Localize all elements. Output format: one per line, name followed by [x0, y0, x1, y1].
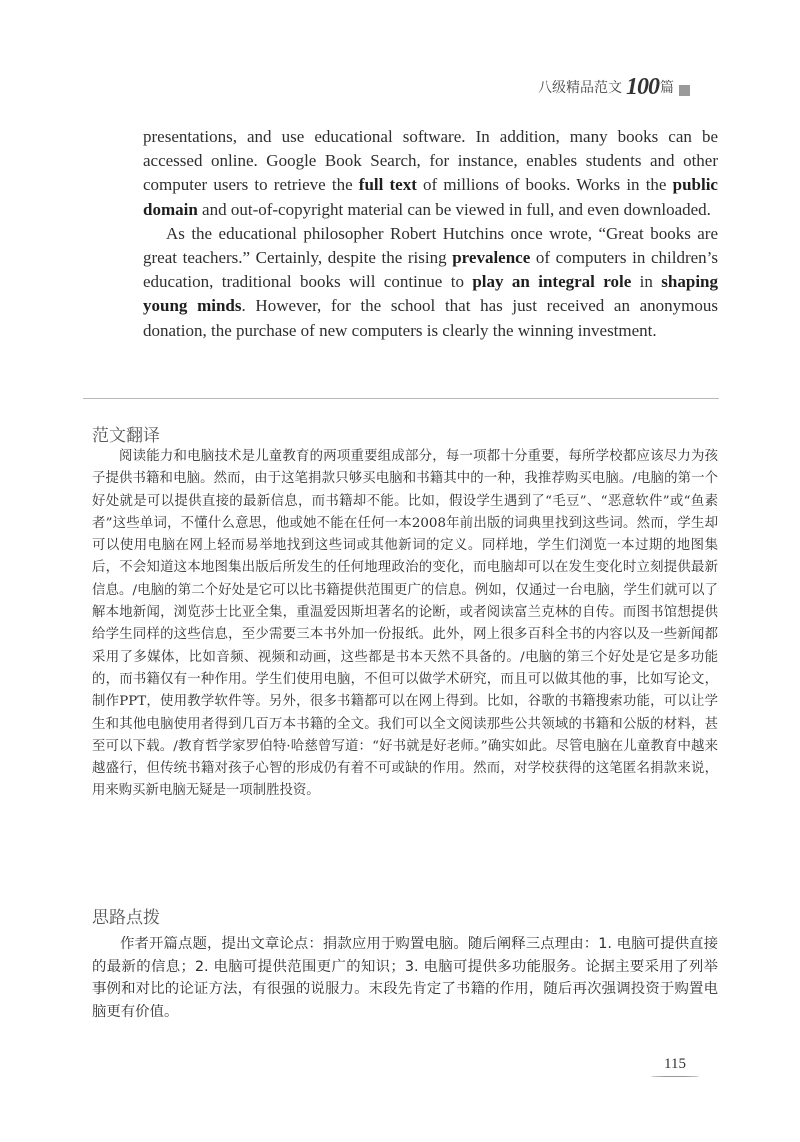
text-run: and out-of-copyright material can be viewed in full, and even downloaded.	[197, 199, 711, 219]
text-run: of computers in children’s education, traditional books will continue to	[143, 248, 718, 292]
bold-phrase: public domain	[143, 175, 718, 219]
page-number: 115	[664, 1056, 686, 1072]
bold-phrase: prevalence	[452, 248, 531, 268]
text-run: presentations, and use educational software. In addition, many books can be accessed online. Google Book Search, for instance, enables students and other computer users to retrieve the	[143, 127, 718, 195]
bold-phrase: play an integral role	[472, 272, 632, 292]
english-essay-excerpt	[143, 125, 718, 343]
page-number-underline	[651, 1076, 699, 1077]
text-run: As the educational philosopher Robert Hutchins once wrote, “Great books are great teachers.” Certainly, despite the rising	[143, 223, 718, 268]
translation-text: 阅读能力和电脑技术是儿童教育的两项重要组成部分，每一项都十分重要，每所学校都应该尽力为孩子提供书籍和电脑。然而，由于这笔捐款只够买电脑和书籍其中的一种，我推荐购买电脑。/电脑的第一个好处就是可以提供直接的最新信息，而书籍却不能。比如，假设学生遇到了“毛豆”、“恶意软件”或“鱼素者”这些单词，不懂什么意思，他或她不能在任何一本2008年前出版的词典里找到这些词。然而，学生却可以使用电脑在网上轻而易举地找到这些词或其他新词的定义。同样地，学生们浏览一本过期的地图集后，不会知道这本地图集出版后所发生的任何地理政治的变化，而电脑却可以在发生变化时立刻提供最新信息。/电脑的第二个好处是它可以比书籍提供范围更广的信息。例如，仅通过一台电脑，学生们就可以了解本地新闻，浏览莎士比亚全集，重温爱因斯坦著名的论断，或者阅读富兰克林的自传。而图书馆想提供给学生同样的这些信息，至少需要三本书外加一份报纸。此外，网上很多百科全书的内容以及一些新闻都采用了多媒体，比如音频、视频和动画，这些都是书本天然不具备的。/电脑的第三个好处是它是多功能的，而书籍仅有一种作用。学生们使用电脑，不但可以做学术研究，而且可以做其他的事，比如写论文，制作PPT，使用教学软件等。另外，很多书籍都可以在网上得到。比如，谷歌的书籍搜索功能，可以让学生和其他电脑使用者得到几百万本书籍的全文。我们可以全文阅读那些公共领域的书籍和公版的材料，甚至可以下载。/教育哲学家罗伯特·哈慈曾写道：“好书就是好老师。”确实如此。尽管电脑在儿童教育中越来越盛行，但传统书籍对孩子心智的形成仍有着不可或缺的作用。然而，对学校获得的这笔匿名捐款来说，用来购买新电脑无疑是一项制胜投资。	[92, 449, 718, 799]
text-run: in	[631, 272, 662, 292]
header-title: 八级精品范文	[538, 80, 622, 96]
bold-phrase: full text	[358, 175, 417, 195]
analysis-text: 作者开篇点题，提出文章论点：捐款应用于购置电脑。随后阐释三点理由：1. 电脑可提供直接的最新的信息；2. 电脑可提供范围更广的知识；3. 电脑可提供多功能服务。论据主要采用了列举事例和对比的论证方法，有很强的说服力。末段先肯定了书籍的作用，随后再次强调投资于购置电脑更有价值。	[92, 936, 718, 1020]
bold-phrase: shaping young minds	[143, 272, 718, 316]
translation-heading: 范文翻译	[92, 426, 160, 446]
header-number: 100	[626, 73, 659, 100]
section-divider	[83, 398, 719, 399]
text-run: of millions of books. Works in the	[416, 175, 673, 195]
header-square-icon	[679, 85, 690, 96]
english-paragraph-1	[143, 125, 718, 222]
header-suffix: 篇	[660, 80, 674, 96]
running-header	[538, 74, 690, 100]
english-paragraph-2	[143, 222, 718, 343]
analysis-heading: 思路点拨	[92, 908, 160, 928]
text-run: . However, for the school that has just received an anonymous donation, the purchase of new computers is clearly the winning investment.	[143, 296, 719, 340]
